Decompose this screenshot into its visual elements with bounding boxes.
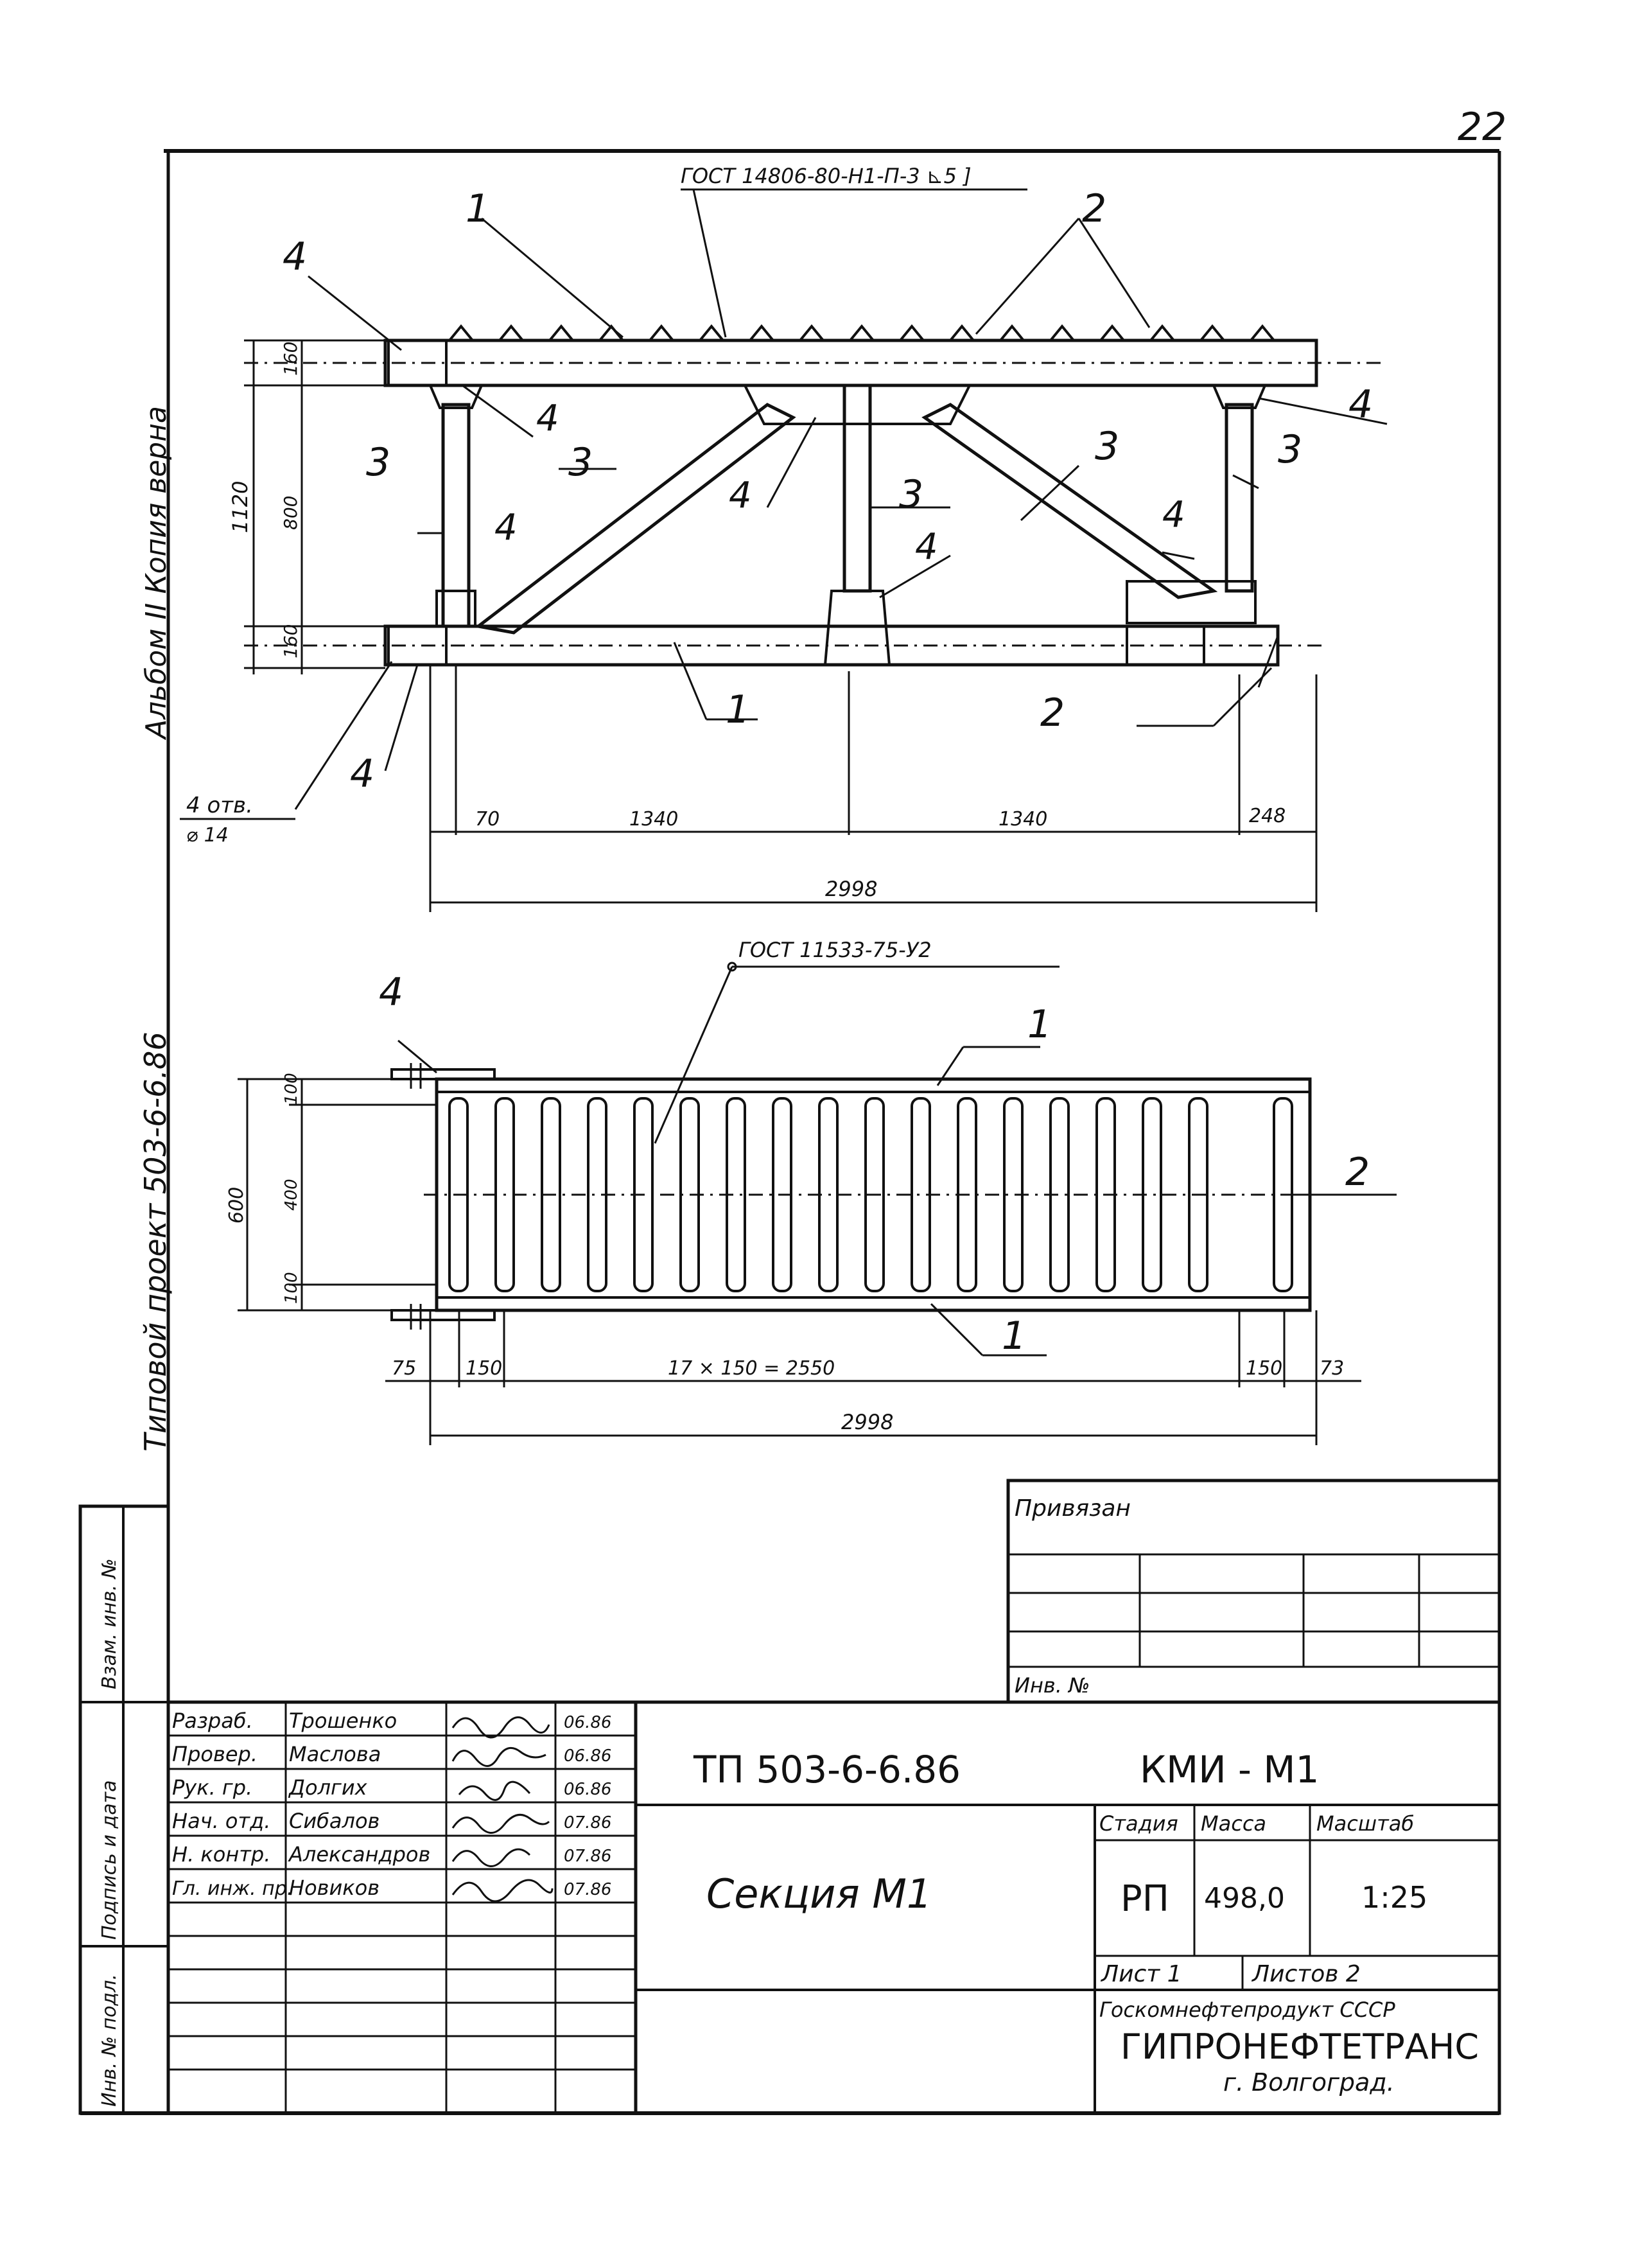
elev-callout-3-d: 3 xyxy=(1278,427,1303,472)
sig-name-3: Долгих xyxy=(289,1775,367,1800)
elev-dim-overall: 2998 xyxy=(825,877,878,901)
sig-name-4: Сибалов xyxy=(289,1809,380,1833)
plan-dim-v-100-bottom: 100 xyxy=(282,1272,301,1304)
sig-date-2: 06.86 xyxy=(564,1746,612,1766)
signature-scribbles xyxy=(453,1718,552,1901)
plan-dim-h-150-b: 150 xyxy=(1246,1357,1283,1380)
sig-role-6: Гл. инж. пр. xyxy=(172,1877,293,1900)
plan-callout-4: 4 xyxy=(379,970,404,1015)
sig-name-1: Трошенко xyxy=(289,1709,397,1733)
elev-callout-4-right: 4 xyxy=(1348,382,1374,427)
plan-dim-h-75: 75 xyxy=(392,1357,417,1380)
stage-value: РП xyxy=(1121,1878,1169,1920)
plan-view xyxy=(225,938,1397,1445)
plan-weld-note: ГОСТ 11533-75-У2 xyxy=(738,938,932,962)
sig-role-3: Рук. гр. xyxy=(172,1775,253,1800)
side-col-3: Инв. № подл. xyxy=(98,1974,121,2107)
elev-callout-3-e: 3 xyxy=(899,472,924,517)
sheet-number: Лист 1 xyxy=(1101,1961,1182,1987)
sig-date-1: 06.86 xyxy=(564,1713,612,1732)
elev-callout-4-e: 4 xyxy=(1162,494,1185,536)
plan-dim-v-400: 400 xyxy=(282,1179,301,1211)
sig-date-3: 06.86 xyxy=(564,1780,612,1799)
scale-value: 1:25 xyxy=(1361,1880,1428,1915)
elev-hole-note-2: ⌀ 14 xyxy=(186,824,229,847)
sig-date-5: 07.86 xyxy=(564,1847,612,1866)
org-line-2: ГИПРОНЕФТЕТРАНС xyxy=(1121,2026,1479,2067)
stage-label: Стадия xyxy=(1099,1811,1178,1836)
plan-callout-1-bottom: 1 xyxy=(1002,1314,1027,1358)
side-columns xyxy=(80,1506,168,2113)
elev-callout-2-top: 2 xyxy=(1082,186,1107,231)
side-col-2: Подпись и дата xyxy=(98,1780,121,1940)
elev-dim-h-1340-a: 1340 xyxy=(629,808,679,831)
elevation-view xyxy=(180,164,1387,912)
doc-number: ТП 503-6-6.86 xyxy=(693,1748,961,1791)
elev-callout-3-c: 3 xyxy=(1095,424,1120,469)
sig-role-5: Н. контр. xyxy=(172,1842,271,1867)
elev-callout-4-c: 4 xyxy=(494,507,518,549)
plan-dim-v-100-top: 100 xyxy=(282,1073,301,1105)
side-stamp-line1: Типовой проект 503-6-6.86 xyxy=(138,1032,173,1452)
elev-callout-3-a: 3 xyxy=(366,440,391,485)
elev-callout-1-bottom: 1 xyxy=(726,687,751,732)
plan-dim-h-73: 73 xyxy=(1320,1357,1345,1380)
elev-hole-note-1: 4 отв. xyxy=(186,793,253,818)
elev-callout-3-b: 3 xyxy=(568,440,593,485)
sig-name-6: Новиков xyxy=(289,1876,380,1900)
elev-callout-4-f: 4 xyxy=(350,752,375,796)
sheet-count: Листов 2 xyxy=(1252,1961,1361,1987)
elev-callout-4-b: 4 xyxy=(729,475,752,516)
sig-role-4: Нач. отд. xyxy=(172,1809,271,1833)
page-number: 22 xyxy=(1458,105,1507,150)
elev-callout-4-top-left: 4 xyxy=(283,234,308,279)
elev-callout-4-d: 4 xyxy=(915,526,938,568)
elev-dim-v-160-top: 160 xyxy=(280,341,301,376)
attached-inv-label: Инв. № xyxy=(1015,1673,1090,1698)
elev-dim-v-160-bottom: 160 xyxy=(280,624,301,658)
elev-callout-1-top: 1 xyxy=(466,186,491,231)
plan-callout-1-top: 1 xyxy=(1027,1002,1052,1047)
sheet-title: Секция М1 xyxy=(706,1870,932,1917)
side-col-1: Взам. инв. № xyxy=(98,1558,121,1689)
sig-date-6: 07.86 xyxy=(564,1880,612,1899)
scale-label: Масштаб xyxy=(1316,1811,1415,1836)
plan-dim-overall: 2998 xyxy=(841,1410,894,1434)
sig-name-5: Александров xyxy=(289,1842,431,1867)
sig-name-2: Маслова xyxy=(289,1742,381,1766)
mass-value: 498,0 xyxy=(1204,1882,1285,1915)
attached-block xyxy=(1008,1481,1499,1702)
elev-dim-v-800: 800 xyxy=(280,495,301,530)
sig-role-2: Провер. xyxy=(172,1742,257,1766)
plan-dim-v-600: 600 xyxy=(225,1186,248,1224)
sig-date-4: 07.86 xyxy=(564,1813,612,1833)
sig-role-1: Разраб. xyxy=(172,1709,253,1733)
elev-dim-h-248: 248 xyxy=(1249,805,1286,827)
elev-dim-h-1340-b: 1340 xyxy=(999,808,1048,831)
plan-dim-h-2550: 17 × 150 = 2550 xyxy=(668,1357,835,1380)
title-block xyxy=(168,1702,1499,2113)
doc-code: КМИ - М1 xyxy=(1140,1748,1320,1791)
plan-callout-2: 2 xyxy=(1345,1150,1370,1195)
mass-label: Масса xyxy=(1201,1811,1267,1836)
side-stamp-line2: Альбом II Копия верна xyxy=(140,406,173,739)
org-line-1: Госкомнефтепродукт СССР xyxy=(1099,1998,1395,2022)
attached-title: Привязан xyxy=(1015,1495,1131,1522)
org-line-3: г. Волгоград. xyxy=(1223,2068,1395,2097)
elev-weld-note: ГОСТ 14806-80-Н1-П-3 ⊾5 ] xyxy=(681,164,972,188)
elev-dim-v-1120: 1120 xyxy=(228,480,252,533)
elev-callout-4-a: 4 xyxy=(536,398,559,439)
elev-callout-2-bottom: 2 xyxy=(1040,690,1065,735)
elev-dim-h-70: 70 xyxy=(475,808,500,831)
plan-dim-h-150-a: 150 xyxy=(466,1357,503,1380)
